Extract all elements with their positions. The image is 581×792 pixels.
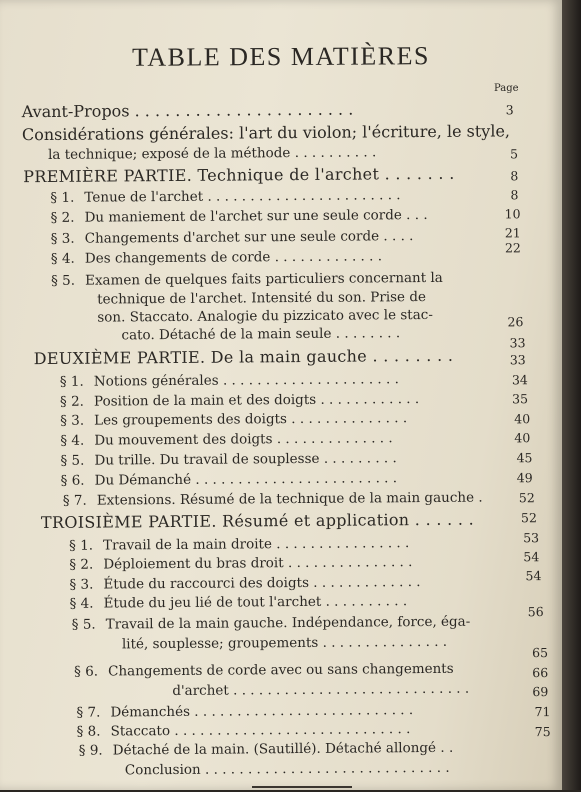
toc-page-number: 40 [514,411,531,427]
toc-page-number: 65 [532,645,549,661]
toc-page-number: 8 [510,187,519,203]
page-title: TABLE DES MATIÈRES [131,41,431,72]
toc-page-number: 52 [518,490,535,506]
toc-entry: § 7. Démanchés . . . . . . . . . . . . . . . . . . . . . . . . . . [76,702,414,721]
toc-page-number: 54 [523,549,540,565]
toc-entry: § 1. Notions générales . . . . . . . . . . . . . . . . . . . . . [59,371,399,390]
toc-entry: § 3. Les groupements des doigts . . . . . . . . . . . . . . [60,410,408,429]
toc-part-heading: PREMIÈRE PARTIE. Technique de l'archet . . . . . . . [23,163,455,187]
toc-entry: § 2. Déploiement du bras droit . . . . . . . . . . . . . . . [69,554,413,573]
toc-page-number: 33 [509,352,526,368]
toc-entry: § 6. Changements de corde avec ou sans changements [74,660,454,680]
toc-entry: § 3. Changements d'archet sur une seule corde . . . . [50,228,414,247]
toc-entry: § 9. Détaché de la main. (Sautillé). Détaché allongé . . [78,739,454,759]
toc-page-number: 66 [532,665,549,681]
toc-entry: d'archet . . . . . . . . . . . . . . . . . . . . . . . . . . . . [172,680,470,700]
toc-page-number: 35 [512,391,529,407]
toc-page-number: 10 [504,206,521,222]
toc-entry: § 4. Des changements de corde . . . . . . . . . . . . . [50,248,383,267]
toc-page-number: 22 [504,240,521,256]
toc-entry: § 4. Étude du jeu lié de tout l'archet . . . . . . . . . . [69,593,408,612]
toc-entry: technique de l'archet. Intensité du son. Prise de [97,289,427,308]
toc-entry: cato. Détaché de la main seule . . . . . . . . [121,325,401,344]
toc-page-number: 8 [510,168,519,184]
toc-page-number: 33 [509,335,526,351]
bottom-rule [252,786,352,788]
toc-page-number: 26 [507,314,524,330]
toc-page-number: 53 [523,530,540,546]
toc-entry: § 7. Extensions. Résumé de la technique de la main gauche . [62,489,483,509]
toc-page-number: 34 [511,372,528,388]
toc-page-number: 54 [525,568,542,584]
toc-entry: § 2. Position de la main et des doigts . . . . . . . . . . . . [59,391,420,410]
toc-entry: § 8. Staccato . . . . . . . . . . . . . . . . . . . . . . . . . . . . [76,721,411,740]
toc-entry: son. Staccato. Analogie du pizzicato avec le stac- [97,306,433,326]
toc-page-number: 56 [527,604,544,620]
toc-page-number: 45 [516,450,533,466]
toc-page-number: 75 [534,724,551,740]
page-edge-shadow [562,0,581,790]
toc-entry: § 4. Du mouvement des doigts . . . . . . . . . . . . . . [60,430,393,449]
toc-entry: Considérations générales: l'art du violon; l'écriture, le style, [21,121,511,145]
toc-part-heading: DEUXIÈME PARTIE. De la main gauche . . . . . . . . [33,345,454,369]
toc-page-number: 21 [504,225,521,241]
toc-page-number: 40 [514,430,531,446]
toc-page-number: 71 [534,704,551,720]
toc-entry: § 5. Travail de la main gauche. Indépendance, force, éga- [71,613,471,633]
toc-page-number: 49 [516,470,533,486]
toc-page-number: 52 [520,510,537,526]
toc-entry: Conclusion . . . . . . . . . . . . . . . . . . . . . . . . . . . . . [124,759,450,779]
toc-entry: § 6. Du Démanché . . . . . . . . . . . . . . . . . . . . . . . . [60,470,398,489]
toc-entry: lité, souplesse; groupements . . . . . . . . . . . . . . . [121,633,448,653]
toc-page-number: 5 [510,146,519,162]
toc-entry: § 5. Examen de quelques faits particuliers concernant la [50,269,443,289]
toc-entry: § 1. Tenue de l'archet . . . . . . . . . . . . . . . . . . . . . . . [50,187,401,206]
toc-entry: Avant-Propos . . . . . . . . . . . . . . . . . . . . . . [21,99,354,122]
toc-entry: § 3. Étude du raccourci des doigts . . . . . . . . . . . . . [69,574,421,593]
toc-entry: la technique; exposé de la méthode . . . . . . . . . . [48,144,377,163]
toc-part-heading: TROISIÈME PARTIE. Résumé et application . . . . . . [40,509,475,533]
toc-entry: § 1. Travail de la main droite . . . . . . . . . . . . . . . . [69,535,410,554]
toc-page-number: 3 [505,102,514,118]
toc-entry: § 2. Du maniement de l'archet sur une seule corde . . . [50,206,428,226]
page-column-label: Page [494,83,519,94]
toc-entry: § 5. Du trille. Du travail de souplesse . . . . . . . . . [60,450,397,469]
toc-page-number: 69 [532,684,549,700]
